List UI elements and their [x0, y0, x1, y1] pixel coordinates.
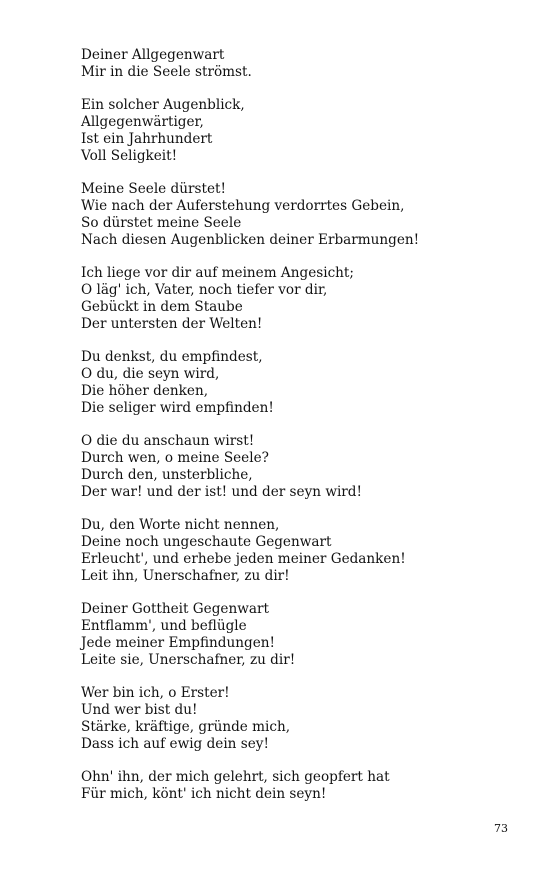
poem-line: Voll Seligkeit! [81, 148, 178, 165]
poem-line: Deiner Gottheit Gegenwart [81, 600, 269, 617]
stanza [81, 97, 521, 166]
stanza [81, 769, 521, 803]
poem-line: Für mich, könt' ich nicht dein seyn! [81, 785, 327, 802]
poem-line: Du denkst, du empfindest, [81, 348, 263, 365]
poem-line: Die höher denken, [81, 383, 209, 399]
poem-line: Wer bin ich, o Erster! [81, 684, 230, 701]
poem-line: O läg' ich, Vater, noch tiefer vor dir, [81, 281, 328, 298]
stanza [81, 433, 521, 502]
poem-line: Der untersten der Welten! [81, 316, 263, 333]
page-number: 73 [494, 822, 508, 835]
poem-line: O du, die seyn wird, [81, 365, 220, 382]
poem-line: Ich liege vor dir auf meinem Angesicht; [81, 264, 354, 281]
stanza [81, 47, 521, 81]
stanza [81, 685, 521, 754]
poem-line: Nach diesen Augenblicken deiner Erbarmungen! [81, 232, 420, 249]
stanza [81, 181, 521, 250]
poem-line: Stärke, kräftige, gründe mich, [81, 719, 291, 735]
poem-line: Entflamm', und beflügle [81, 617, 247, 634]
poem-line: Wie nach der Auferstehung verdorrtes Gebein, [81, 197, 405, 214]
stanza [81, 517, 521, 586]
poem-line: Ein solcher Augenblick, [81, 96, 245, 113]
poem-line: Durch wen, o meine Seele? [81, 449, 269, 466]
poem-line: Der war! und der ist! und der seyn wird! [81, 484, 362, 501]
poem-line: Meine Seele dürstet! [81, 180, 226, 197]
poem-line: Ohn' ihn, der mich gelehrt, sich geopfert hat [81, 768, 390, 785]
poem-text [81, 47, 521, 818]
stanza [81, 349, 521, 418]
poem-line: Die seliger wird empfinden! [81, 400, 274, 417]
poem-line: Gebückt in dem Staube [81, 299, 243, 315]
poem-line: Erleucht', und erhebe jeden meiner Gedanken! [81, 551, 406, 567]
poem-line: Deine noch ungeschaute Gegenwart [81, 533, 332, 550]
stanza [81, 601, 521, 670]
poem-line: Durch den, unsterbliche, [81, 467, 253, 483]
poem-line: Allgegenwärtiger, [81, 113, 204, 130]
poem-line: Leite sie, Unerschafner, zu dir! [81, 652, 296, 669]
poem-line: Jede meiner Empfindungen! [81, 635, 275, 651]
poem-line: O die du anschaun wirst! [81, 432, 255, 449]
poem-line: Deiner Allgegenwart [81, 47, 225, 63]
poem-line: Du, den Worte nicht nennen, [81, 516, 280, 533]
poem-line: So dürstet meine Seele [81, 215, 242, 231]
stanza [81, 265, 521, 334]
poem-line: Leit ihn, Unerschafner, zu dir! [81, 568, 290, 585]
poem-line: Mir in die Seele strömst. [81, 64, 252, 81]
poem-line: Ist ein Jahrhundert [81, 131, 213, 147]
poem-line: Und wer bist du! [81, 701, 198, 718]
poem-line: Dass ich auf ewig dein sey! [81, 736, 269, 753]
